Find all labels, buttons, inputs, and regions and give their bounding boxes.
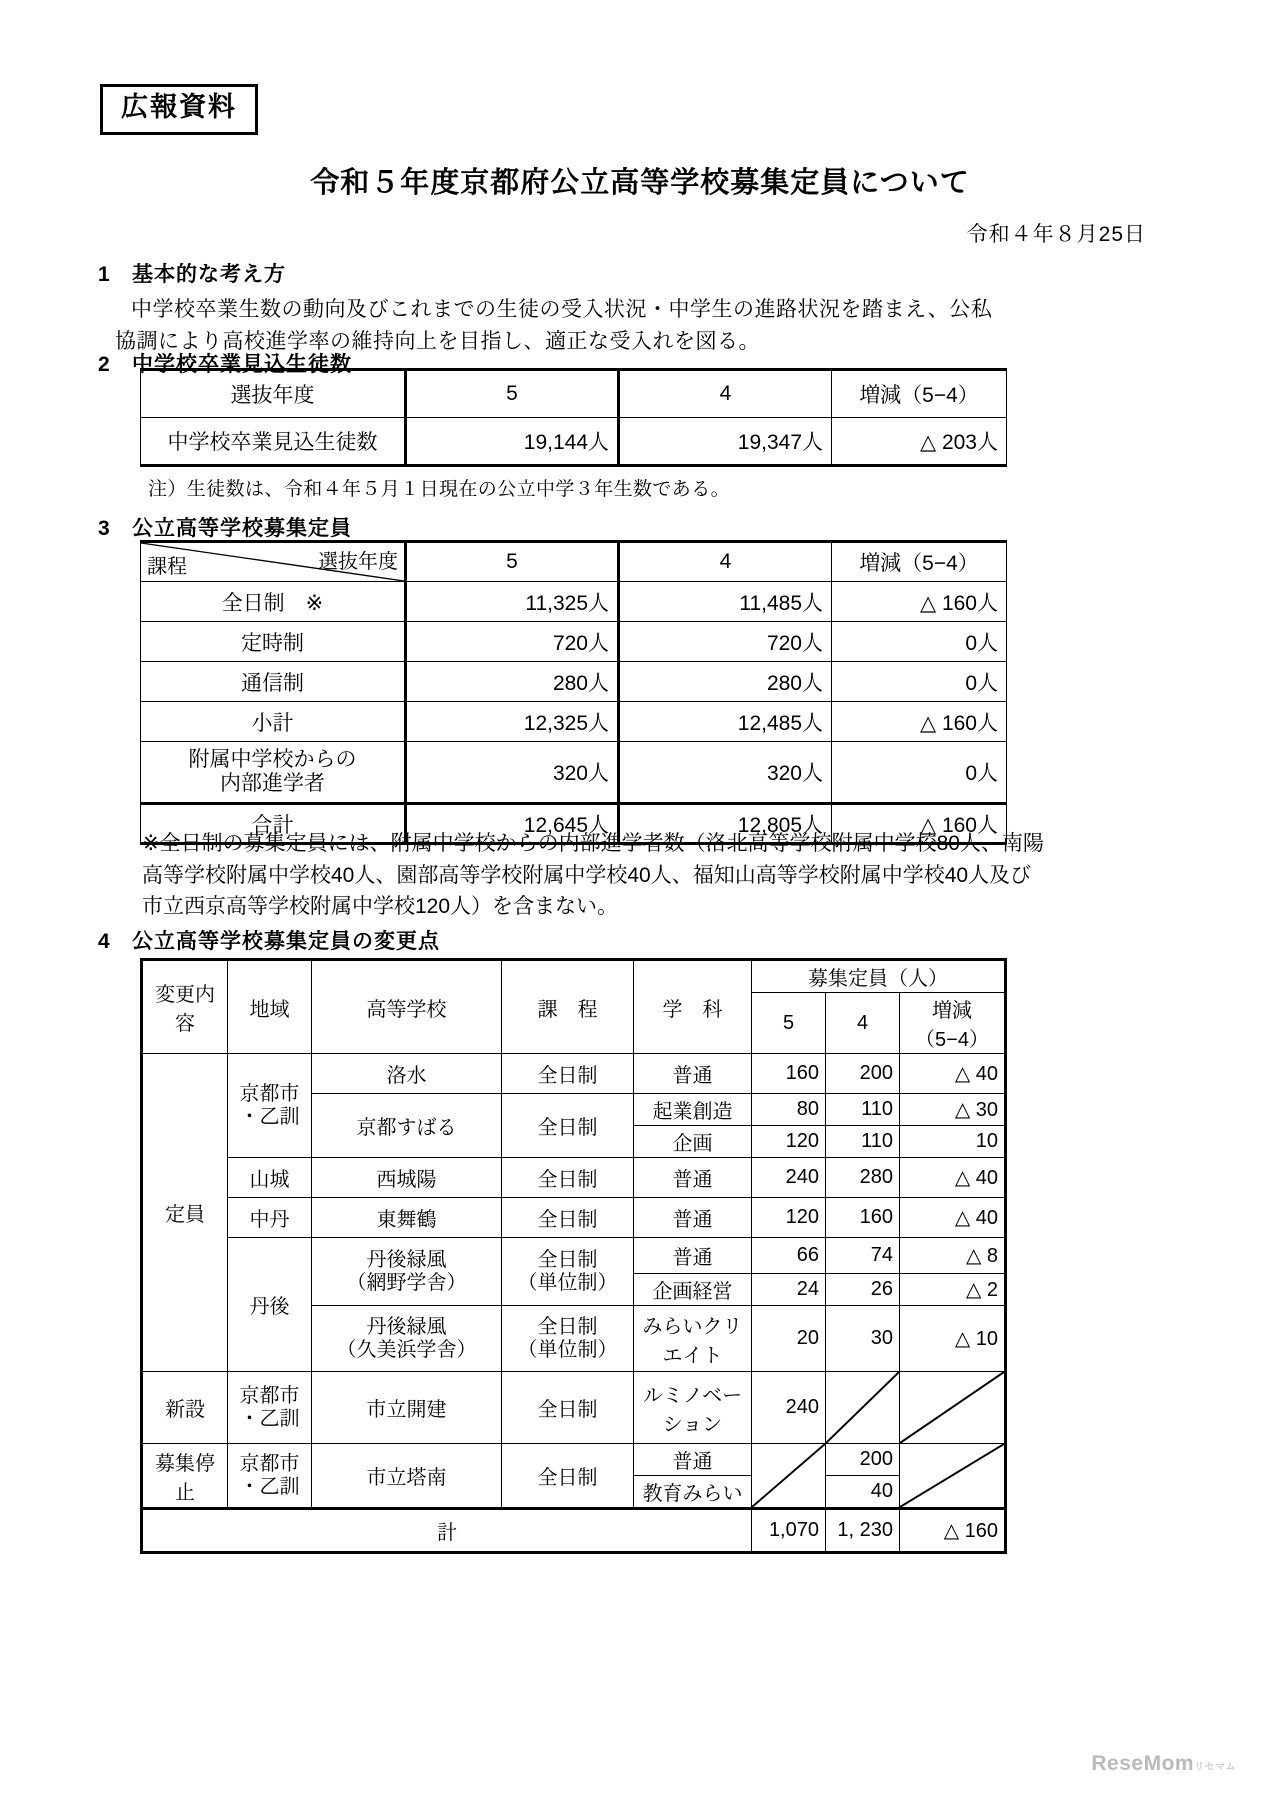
cell-school-tangoryokufu-amino bbox=[312, 1238, 502, 1306]
header-year-4: 4 bbox=[826, 993, 900, 1054]
resemom-logo-sub: リセマム bbox=[1194, 1762, 1236, 1773]
cell-change-new: 新設 bbox=[142, 1372, 228, 1444]
table-row bbox=[142, 1238, 1006, 1274]
header-department: 学 科 bbox=[634, 960, 752, 1054]
cell-diff-futsu-amino: △ 8 bbox=[900, 1238, 1006, 1274]
page-title: 令和５年度京都府公立高等学校募集定員について bbox=[310, 167, 970, 199]
row-label-correspondence: 通信制 bbox=[141, 662, 406, 702]
header-difference: 増減（5−4） bbox=[832, 542, 1007, 582]
header-change-type: 変更内容 bbox=[142, 960, 228, 1054]
cell-school-line-2: （網野学舎） bbox=[346, 1271, 467, 1294]
section-4 bbox=[98, 925, 440, 955]
row-label-total: 合計 bbox=[141, 804, 406, 844]
resemom-logo-text: ReseMom bbox=[1091, 1752, 1195, 1775]
cell-region-tango: 丹後 bbox=[228, 1238, 312, 1372]
cell-course-shiritsu-tonan: 全日制 bbox=[502, 1444, 634, 1509]
header-year-5: 5 bbox=[406, 370, 619, 418]
cell-diff-mirai-create: △ 10 bbox=[900, 1306, 1006, 1372]
cell-school-shiritsu-tonan: 市立塔南 bbox=[312, 1444, 502, 1509]
public-high-school-quota-table bbox=[140, 540, 1007, 845]
table-row bbox=[141, 622, 1007, 662]
cell-y4-kigyousouzou: 110 bbox=[826, 1094, 900, 1126]
cell-course-kyoto-subaru: 全日制 bbox=[502, 1094, 634, 1158]
cell-y4-subtotal: 12,485人 bbox=[619, 702, 832, 742]
cell-y5-correspondence: 280人 bbox=[406, 662, 619, 702]
section-3 bbox=[98, 512, 352, 542]
corner-header-cell bbox=[141, 542, 406, 582]
section-4-title: 公立高等学校募集定員の変更点 bbox=[132, 930, 440, 953]
cell-region-line-2: ・乙訓 bbox=[239, 1407, 300, 1430]
section-2-number: 2 bbox=[98, 353, 111, 376]
cell-y5-kigyousouzou: 80 bbox=[752, 1094, 826, 1126]
cell-y5-rakusui: 160 bbox=[752, 1054, 826, 1094]
table-total-row bbox=[142, 1509, 1006, 1553]
cell-change-suspension: 募集停止 bbox=[142, 1444, 228, 1509]
total-y4: 1, 230 bbox=[826, 1509, 900, 1553]
section-1-heading bbox=[98, 258, 992, 288]
table-row bbox=[142, 1158, 1006, 1198]
cell-region-kyoto-otokuni bbox=[228, 1054, 312, 1158]
cell-school-line-1: 丹後緑風 bbox=[366, 1315, 447, 1338]
cell-y4-kikakukeiei: 26 bbox=[826, 1274, 900, 1306]
header-school: 高等学校 bbox=[312, 960, 502, 1054]
cell-dept-rakusui: 普通 bbox=[634, 1054, 752, 1094]
section-3-footnote-line-3: 市立西京高等学校附属中学校120人）を含まない。 bbox=[142, 895, 619, 918]
cell-y4-higashimaizuru: 160 bbox=[826, 1198, 900, 1238]
table-header-row bbox=[141, 542, 1007, 582]
section-2-note: 注）生徒数は、令和４年５月１日現在の公立中学３年生数である。 bbox=[148, 479, 731, 500]
quota-changes-table bbox=[140, 958, 1007, 1554]
cell-y5-total: 12,645人 bbox=[406, 804, 619, 844]
cell-y4-futsu-tonan: 200 bbox=[826, 1444, 900, 1476]
section-2-title: 中学校卒業見込生徒数 bbox=[132, 353, 352, 376]
cell-y4-nishijoyo: 280 bbox=[826, 1158, 900, 1198]
total-y5: 1,070 bbox=[752, 1509, 826, 1553]
cell-y4-empty-slash bbox=[826, 1372, 900, 1444]
table-row bbox=[142, 1198, 1006, 1238]
section-3-title: 公立高等学校募集定員 bbox=[132, 517, 352, 540]
cell-dept-kikaku: 企画 bbox=[634, 1126, 752, 1158]
section-3-number: 3 bbox=[98, 517, 111, 540]
cell-dept-futsu-amino: 普通 bbox=[634, 1238, 752, 1274]
cell-diff-internal-advancers: 0人 bbox=[832, 742, 1007, 804]
cell-diff-total: △ 160人 bbox=[832, 804, 1007, 844]
corner-label-selection-year: 選抜年度 bbox=[318, 551, 398, 573]
cell-y4-kyoiku-mirai: 40 bbox=[826, 1476, 900, 1509]
header-year-4: 4 bbox=[619, 542, 832, 582]
header-year-5: 5 bbox=[752, 993, 826, 1054]
header-region: 地域 bbox=[228, 960, 312, 1054]
total-diff: △ 160 bbox=[900, 1509, 1006, 1553]
cell-diff-graduates: △ 203人 bbox=[832, 418, 1007, 466]
cell-y4-kikaku: 110 bbox=[826, 1126, 900, 1158]
cell-diff-higashimaizuru: △ 40 bbox=[900, 1198, 1006, 1238]
badge-row bbox=[100, 84, 258, 135]
cell-diff-nishijoyo: △ 40 bbox=[900, 1158, 1006, 1198]
cell-course-nishijoyo: 全日制 bbox=[502, 1158, 634, 1198]
table-row bbox=[141, 702, 1007, 742]
cell-y5-internal-advancers: 320人 bbox=[406, 742, 619, 804]
cell-course-shiritsu-kaiken: 全日制 bbox=[502, 1372, 634, 1444]
cell-region-kyoto-otokuni-new bbox=[228, 1372, 312, 1444]
total-label: 計 bbox=[142, 1509, 752, 1553]
cell-dept-higashimaizuru: 普通 bbox=[634, 1198, 752, 1238]
cell-school-tangoryokufu-kumihama bbox=[312, 1306, 502, 1372]
cell-y5-kikaku: 120 bbox=[752, 1126, 826, 1158]
cell-y5-empty-slash bbox=[752, 1444, 826, 1509]
header-quota-group: 募集定員（人） bbox=[752, 960, 1006, 993]
cell-region-line-1: 京都市 bbox=[239, 1082, 300, 1105]
cell-school-higashimaizuru: 東舞鶴 bbox=[312, 1198, 502, 1238]
cell-dept-kikakukeiei: 企画経営 bbox=[634, 1274, 752, 1306]
section-3-footnote-line-1: ※全日制の募集定員には、附属中学校からの内部進学者数（洛北高等学校附属中学校80人、南陽 bbox=[142, 832, 1044, 855]
header-year-4: 4 bbox=[619, 370, 832, 418]
table-header-row bbox=[141, 370, 1007, 418]
section-1 bbox=[98, 258, 992, 357]
cell-diff-rakusui: △ 40 bbox=[900, 1054, 1006, 1094]
cell-region-line-2: ・乙訓 bbox=[239, 1475, 300, 1498]
table-header-row-primary bbox=[142, 960, 1006, 993]
public-relations-badge: 広報資料 bbox=[100, 84, 258, 135]
cell-course-rakusui: 全日制 bbox=[502, 1054, 634, 1094]
cell-diff-empty-slash bbox=[900, 1372, 1006, 1444]
cell-diff-full-time: △ 160人 bbox=[832, 582, 1007, 622]
cell-region-line-1: 京都市 bbox=[239, 1384, 300, 1407]
graduates-forecast-table bbox=[140, 368, 1007, 467]
row-label-subtotal: 小計 bbox=[141, 702, 406, 742]
cell-y4-rakusui: 200 bbox=[826, 1054, 900, 1094]
table-row bbox=[141, 662, 1007, 702]
cell-y4-graduates: 19,347人 bbox=[619, 418, 832, 466]
cell-region-chutan: 中丹 bbox=[228, 1198, 312, 1238]
section-1-line-2: 協調により高校進学率の維持向上を目指し、適正な受入れを図る。 bbox=[115, 329, 760, 353]
cell-dept-kigyousouzou: 起業創造 bbox=[634, 1094, 752, 1126]
cell-region-line-1: 京都市 bbox=[239, 1452, 300, 1475]
cell-y4-part-time: 720人 bbox=[619, 622, 832, 662]
resemom-watermark bbox=[1091, 1752, 1236, 1776]
cell-region-line-2: ・乙訓 bbox=[239, 1105, 300, 1128]
cell-school-line-1: 丹後緑風 bbox=[366, 1248, 447, 1271]
section-4-heading bbox=[98, 925, 440, 955]
cell-course-higashimaizuru: 全日制 bbox=[502, 1198, 634, 1238]
document-date: 令和４年８月25日 bbox=[966, 223, 1146, 246]
cell-y5-luminovation: 240 bbox=[752, 1372, 826, 1444]
section-4-number: 4 bbox=[98, 930, 111, 953]
cell-school-kyoto-subaru: 京都すばる bbox=[312, 1094, 502, 1158]
header-selection-year: 選抜年度 bbox=[141, 370, 406, 418]
cell-y5-futsu-amino: 66 bbox=[752, 1238, 826, 1274]
cell-y5-nishijoyo: 240 bbox=[752, 1158, 826, 1198]
cell-region-yamashiro: 山城 bbox=[228, 1158, 312, 1198]
cell-y4-full-time: 11,485人 bbox=[619, 582, 832, 622]
cell-course-tangoryokufu-kumihama bbox=[502, 1306, 634, 1372]
section-1-title: 基本的な考え方 bbox=[132, 263, 286, 286]
cell-region-kyoto-otokuni-stop bbox=[228, 1444, 312, 1509]
section-3-heading bbox=[98, 512, 352, 542]
row-label-graduates: 中学校卒業見込生徒数 bbox=[141, 418, 406, 466]
table-row bbox=[142, 1372, 1006, 1444]
cell-diff-subtotal: △ 160人 bbox=[832, 702, 1007, 742]
row-label-internal-advancers-line-2: 内部進学者 bbox=[220, 772, 325, 795]
cell-diff-kigyousouzou: △ 30 bbox=[900, 1094, 1006, 1126]
cell-course-tangoryokufu-amino bbox=[502, 1238, 634, 1306]
cell-y5-higashimaizuru: 120 bbox=[752, 1198, 826, 1238]
cell-y4-internal-advancers: 320人 bbox=[619, 742, 832, 804]
cell-dept-luminovation: ルミノベーション bbox=[634, 1372, 752, 1444]
cell-dept-futsu-tonan: 普通 bbox=[634, 1444, 752, 1476]
table-row bbox=[141, 582, 1007, 622]
cell-course-line-2: （単位制） bbox=[517, 1338, 618, 1361]
cell-course-line-2: （単位制） bbox=[517, 1271, 618, 1294]
cell-diff-part-time: 0人 bbox=[832, 622, 1007, 662]
table-row bbox=[142, 1444, 1006, 1476]
header-difference: 増減（5−4） bbox=[900, 993, 1006, 1054]
header-course: 課 程 bbox=[502, 960, 634, 1054]
row-label-internal-advancers-line-1: 附属中学校からの bbox=[188, 747, 357, 771]
cell-diff-kikakukeiei: △ 2 bbox=[900, 1274, 1006, 1306]
cell-dept-kyoiku-mirai: 教育みらい bbox=[634, 1476, 752, 1509]
corner-label-course: 課程 bbox=[147, 556, 187, 578]
row-label-full-time: 全日制 ※ bbox=[141, 582, 406, 622]
cell-diff-empty-slash-2 bbox=[900, 1444, 1006, 1509]
row-label-part-time: 定時制 bbox=[141, 622, 406, 662]
cell-y5-mirai-create: 20 bbox=[752, 1306, 826, 1372]
cell-school-nishijoyo: 西城陽 bbox=[312, 1158, 502, 1198]
cell-course-line-1: 全日制 bbox=[537, 1315, 598, 1338]
cell-y4-futsu-amino: 74 bbox=[826, 1238, 900, 1274]
row-label-internal-advancers bbox=[141, 742, 406, 804]
header-year-5: 5 bbox=[406, 542, 619, 582]
cell-y5-graduates: 19,144人 bbox=[406, 418, 619, 466]
cell-course-line-1: 全日制 bbox=[537, 1248, 598, 1271]
cell-y5-subtotal: 12,325人 bbox=[406, 702, 619, 742]
section-3-footnote bbox=[142, 828, 1044, 923]
cell-diff-correspondence: 0人 bbox=[832, 662, 1007, 702]
cell-change-quota: 定員 bbox=[142, 1054, 228, 1372]
section-3-footnote-line-2: 高等学校附属中学校40人、園部高等学校附属中学校40人、福知山高等学校附属中学校40人及び bbox=[142, 863, 1032, 887]
header-difference: 増減（5−4） bbox=[832, 370, 1007, 418]
cell-y5-part-time: 720人 bbox=[406, 622, 619, 662]
table-row bbox=[141, 418, 1007, 466]
cell-school-shiritsu-kaiken: 市立開建 bbox=[312, 1372, 502, 1444]
section-1-line-1: 中学校卒業生数の動向及びこれまでの生徒の受入状況・中学生の進路状況を踏まえ、公私 bbox=[131, 298, 993, 321]
table-row bbox=[142, 1054, 1006, 1094]
cell-dept-nishijoyo: 普通 bbox=[634, 1158, 752, 1198]
section-1-number: 1 bbox=[98, 263, 111, 286]
table-row bbox=[141, 742, 1007, 804]
cell-school-line-2: （久美浜学舎） bbox=[336, 1338, 477, 1361]
cell-y4-mirai-create: 30 bbox=[826, 1306, 900, 1372]
cell-y4-correspondence: 280人 bbox=[619, 662, 832, 702]
cell-y5-kikakukeiei: 24 bbox=[752, 1274, 826, 1306]
cell-dept-mirai-create: みらいクリエイト bbox=[634, 1306, 752, 1372]
cell-diff-kikaku: 10 bbox=[900, 1126, 1006, 1158]
cell-y4-total: 12,805人 bbox=[619, 804, 832, 844]
cell-y5-full-time: 11,325人 bbox=[406, 582, 619, 622]
cell-school-rakusui: 洛水 bbox=[312, 1054, 502, 1094]
